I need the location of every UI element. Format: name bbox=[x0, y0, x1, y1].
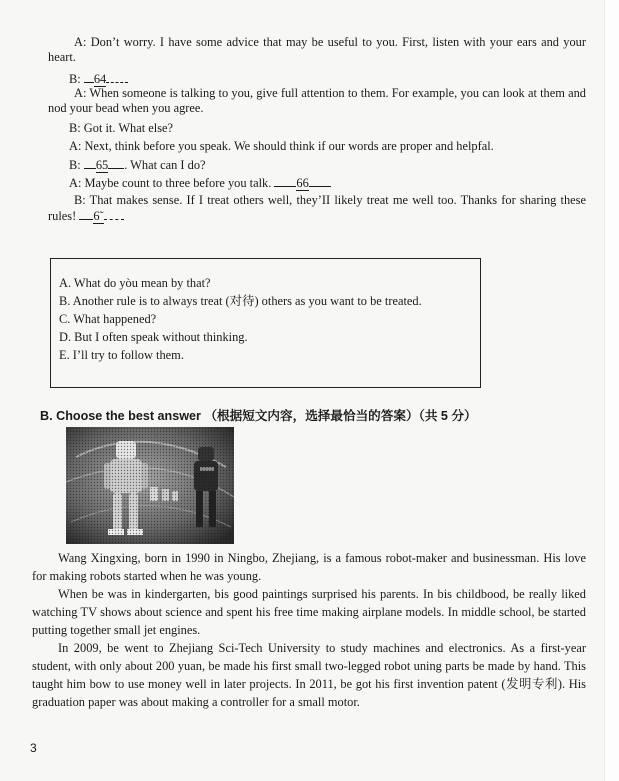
option-c: C. What happened? bbox=[59, 312, 157, 326]
passage-paragraph-1: Wang Xingxing, born in 1990 in Ningbo, Zhejiang, is a famous robot-maker and businessman. His love for making robots started when he was young. bbox=[32, 551, 586, 583]
options-box bbox=[50, 258, 481, 388]
dialogue-line-6: B: 65 . What can I do? bbox=[69, 158, 206, 172]
dialogue-line-8: B: That makes sense. If I treat others well, they’II likely treat me well too. Thanks for sharing these rules! 6˜ bbox=[48, 193, 586, 223]
option-d: D. But I often speak without thinking. bbox=[59, 330, 248, 344]
robot-image bbox=[66, 427, 234, 544]
blank-66: 66 bbox=[296, 176, 309, 190]
passage-paragraph-2: When be was in kindergarten, bis good paintings surprised his parents. In bis childbood, be really liked watching TV shows about science and spent his free time making airplane models. In middle school, be started putting together small jet engines. bbox=[32, 587, 586, 637]
option-a: A. What do yòu mean by that? bbox=[59, 276, 211, 290]
robot-photo bbox=[66, 427, 234, 544]
page-number: 3 bbox=[30, 741, 37, 755]
option-e: E. I’ll try to follow them. bbox=[59, 348, 184, 362]
dialogue-line-5: A: Next, think before you speak. We should think if our words are proper and helpfal. bbox=[69, 139, 494, 153]
option-b: B. Another rule is to always treat (对待) others as you want to be treated. bbox=[59, 294, 422, 308]
blank-64: 64 bbox=[93, 72, 107, 86]
dialogue-line-1: A: Don’t worry. I have some advice that may be useful to you. First, listen with your ears and your heart. bbox=[48, 35, 586, 64]
passage-paragraph-3: In 2009, be went to Zhejiang Sci-Tech University to study machines and electronics. As a first-year student, with only about 200 yuan, be made his first small two-legged robot uning parts be made by hand. This taught him bow to use money well in later projects. In 2011, be got his first invention patent (发明专利). His graduation paper was about making a controller for a small motor. bbox=[32, 641, 586, 709]
blank-67: 6˜ bbox=[93, 209, 104, 223]
dialogue-line-4: B: Got it. What else? bbox=[69, 121, 174, 135]
page-edge bbox=[604, 0, 619, 781]
dialogue-line-2: B: 64 bbox=[69, 71, 128, 87]
dialogue-line-7: A: Maybe count to three before you talk. 66 bbox=[69, 175, 331, 191]
section-b-heading: B. Choose the best answer （根据短文内容，选择最恰当的答案）（共 5 分） bbox=[40, 409, 477, 423]
dialogue-line-3: A: When someone is talking to you, give full attention to them. For example, you can look at them and nod your bead when you agree. bbox=[48, 86, 586, 115]
blank-65: 65 bbox=[95, 158, 109, 172]
